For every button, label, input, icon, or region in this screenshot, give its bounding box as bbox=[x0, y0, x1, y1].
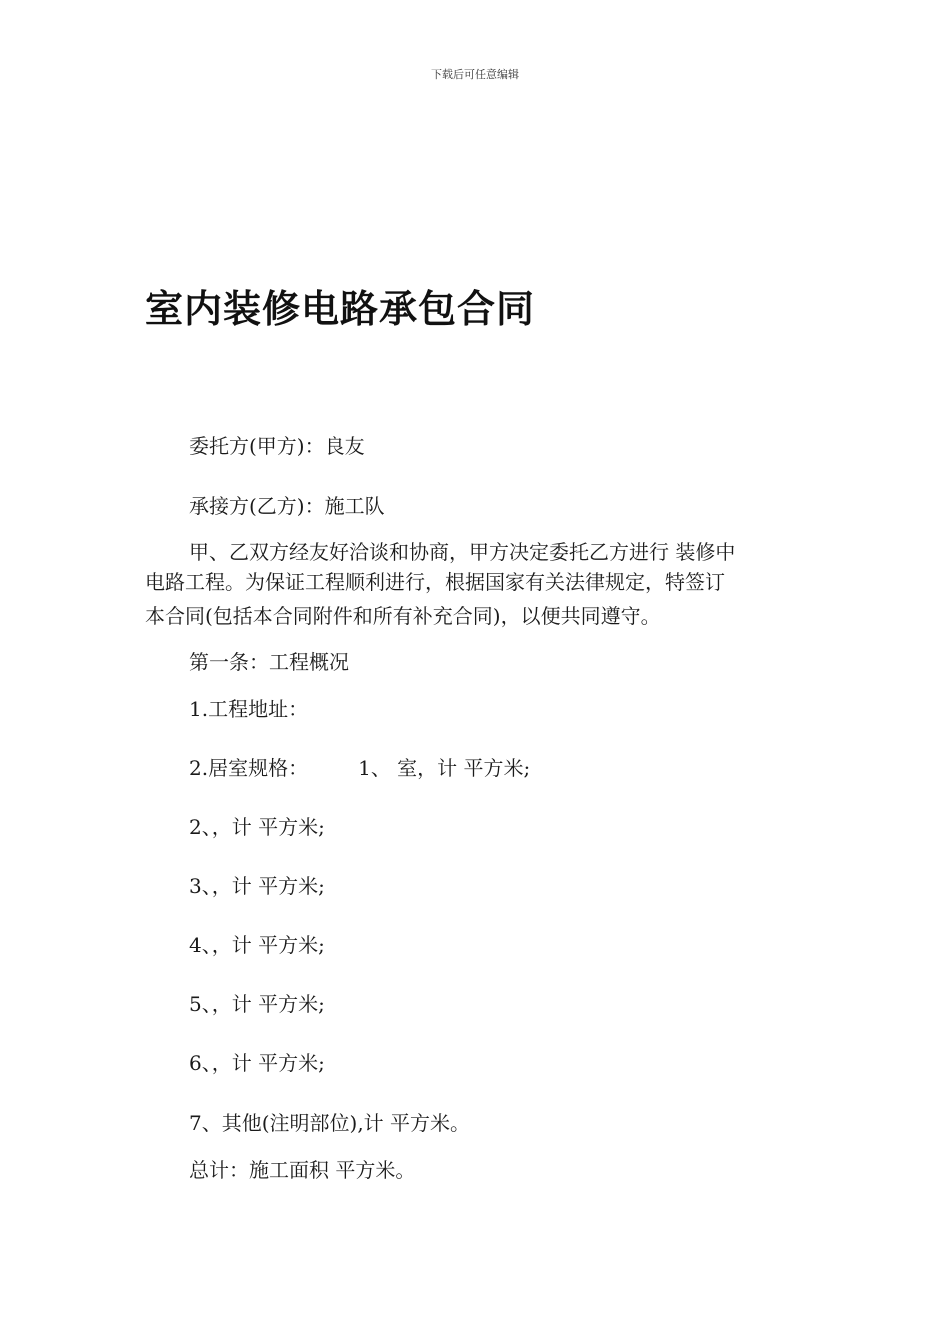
party-a: 委托方(甲方)：良友 bbox=[189, 434, 365, 458]
intro-paragraph bbox=[145, 536, 815, 629]
room-spec-label: 2.居室规格： bbox=[189, 756, 309, 780]
article-1-heading: 第一条：工程概况 bbox=[189, 650, 349, 674]
item-other: 7、其他(注明部位),计 平方米。 bbox=[189, 1111, 471, 1135]
item-address: 1.工程地址： bbox=[189, 697, 309, 721]
room-item-3: 3、，计 平方米; bbox=[189, 874, 325, 898]
document-title: 室内装修电路承包合同 bbox=[145, 287, 536, 331]
room-item-6: 6、，计 平方米; bbox=[189, 1051, 325, 1075]
item-room-spec bbox=[189, 752, 530, 781]
intro-line-1: 甲、乙双方经友好洽谈和协商，甲方决定委托乙方进行 装修中 bbox=[189, 540, 736, 564]
total-area: 总计：施工面积 平方米。 bbox=[189, 1158, 416, 1182]
room-item-2: 2、，计 平方米; bbox=[189, 815, 325, 839]
intro-line-2: 电路工程。为保证工程顺利进行，根据国家有关法律规定，特签订 bbox=[145, 570, 725, 594]
page-header: 下载后可任意编辑 bbox=[431, 68, 519, 81]
room-spec-value: 1、 室，计 平方米; bbox=[358, 756, 531, 780]
room-item-5: 5、，计 平方米; bbox=[189, 992, 325, 1016]
intro-line-3: 本合同(包括本合同附件和所有补充合同)，以便共同遵守。 bbox=[145, 604, 661, 628]
room-item-4: 4、，计 平方米; bbox=[189, 933, 325, 957]
party-b: 承接方(乙方)：施工队 bbox=[189, 494, 385, 518]
